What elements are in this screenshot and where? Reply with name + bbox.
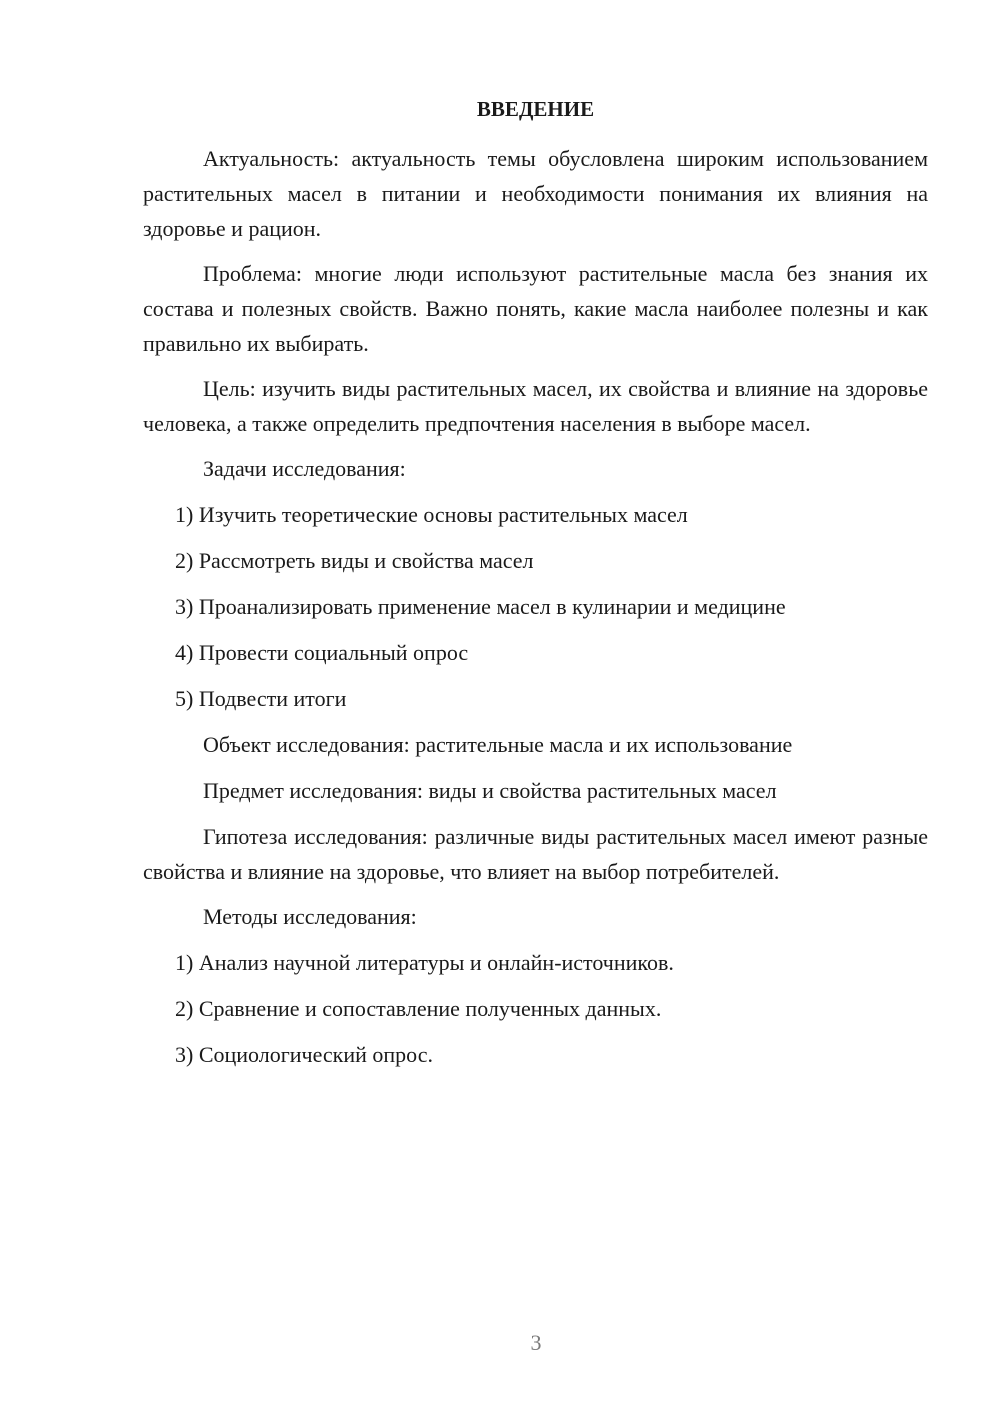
tasks-heading: Задачи исследования: <box>203 456 406 481</box>
page-number: 3 <box>530 1330 542 1355</box>
hypothesis-paragraph: Гипотеза исследования: различные виды растительных масел имеют разные свойства и влияние на здоровье, что влияет на выбор потребителей. <box>143 824 928 884</box>
problem-paragraph: Проблема: многие люди используют растительные масла без знания их состава и полезных свойств. Важно понять, какие масла наиболее полезны и как правильно их выбирать. <box>143 261 928 356</box>
section-title: ВВЕДЕНИЕ <box>476 97 595 121</box>
subject-line: Предмет исследования: виды и свойства растительных масел <box>203 778 777 803</box>
task-item: 1) Изучить теоретические основы растительных масел <box>175 502 688 527</box>
task-item: 3) Проанализировать применение масел в кулинарии и медицине <box>175 594 786 619</box>
relevance-paragraph: Актуальность: актуальность темы обусловлена широким использованием растительных масел в питании и необходимости понимания их влияния на здоровье и рацион. <box>143 146 928 241</box>
method-item: 2) Сравнение и сопоставление полученных данных. <box>175 996 662 1021</box>
document-page <box>143 92 928 1083</box>
method-item: 1) Анализ научной литературы и онлайн-источников. <box>175 950 674 975</box>
object-line: Объект исследования: растительные масла и их использование <box>203 732 793 757</box>
task-item: 2) Рассмотреть виды и свойства масел <box>175 548 534 573</box>
methods-heading: Методы исследования: <box>203 904 417 929</box>
task-item: 4) Провести социальный опрос <box>175 640 469 665</box>
task-item: 5) Подвести итоги <box>175 686 347 711</box>
method-item: 3) Социологический опрос. <box>175 1042 433 1067</box>
goal-paragraph: Цель: изучить виды растительных масел, их свойства и влияние на здоровье человека, а также определить предпочтения населения в выборе масел. <box>143 376 928 436</box>
